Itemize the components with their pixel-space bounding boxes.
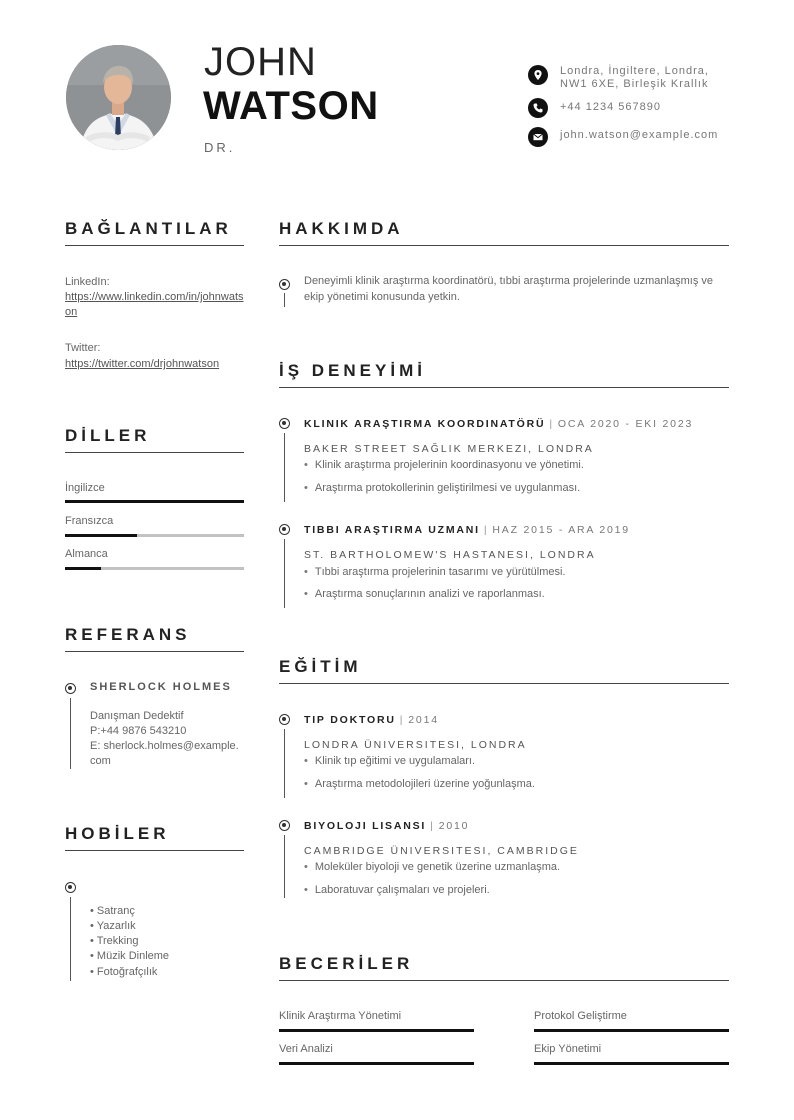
- location-pin-icon: [528, 65, 548, 85]
- hobby-item: • Satranç: [90, 905, 135, 917]
- skill-level-bar: [534, 1029, 729, 1032]
- contact-email: [528, 127, 730, 147]
- hobbies-heading: HOBİLER: [65, 824, 244, 851]
- contact-phone: [528, 98, 730, 118]
- timeline-line: [70, 897, 71, 981]
- job-dates: HAZ 2015 - ARA 2019: [492, 524, 630, 536]
- job-role: TIBBI ARAŞTIRMA UZMANI: [304, 524, 480, 536]
- references-heading: REFERANS: [65, 625, 244, 652]
- education-bullet: • Moleküler biyoloji ve genetik üzerine uzmanlaşma.: [304, 861, 560, 873]
- degree-year: 2010: [438, 820, 470, 832]
- language-level-bar: [65, 500, 244, 503]
- job-title: DR.: [204, 140, 236, 155]
- skills-heading: BECERİLER: [279, 954, 729, 981]
- profile-photo: [66, 45, 171, 150]
- twitter-label: Twitter:: [65, 342, 101, 354]
- job-header: KLINIK ARAŞTIRMA KOORDINATÖRÜ | OCA 2020 - EKI 2023: [304, 418, 694, 430]
- skill-name: Protokol Geliştirme: [534, 1010, 627, 1022]
- timeline-line: [284, 835, 285, 898]
- envelope-icon: [528, 127, 548, 147]
- timeline-dot-icon: [65, 683, 76, 694]
- about-heading: HAKKIMDA: [279, 219, 729, 246]
- avatar: [66, 45, 171, 150]
- degree-name: BIYOLOJI LISANSI: [304, 820, 427, 832]
- skill-name: Veri Analizi: [279, 1043, 333, 1055]
- hobby-item: • Fotoğrafçılık: [90, 966, 158, 978]
- timeline-dot-icon: [279, 418, 290, 429]
- degree-name: TIP DOKTORU: [304, 714, 396, 726]
- links-heading: BAĞLANTILAR: [65, 219, 244, 246]
- experience-heading: İŞ DENEYİMİ: [279, 361, 729, 388]
- about-text: Deneyimli klinik araştırma koordinatörü, tıbbi araştırma projelerinde uzmanlaşmış ve ekip yönetimi konusunda yetkin.: [304, 275, 713, 303]
- language-level-bar: [65, 567, 244, 570]
- skill-name: Klinik Araştırma Yönetimi: [279, 1010, 402, 1022]
- timeline-dot-icon: [279, 820, 290, 831]
- job-organization: ST. BARTHOLOMEW'S HASTANESI, LONDRA: [304, 549, 596, 561]
- timeline-dot-icon: [279, 714, 290, 725]
- hobby-item: • Trekking: [90, 935, 139, 947]
- reference-role: Danışman Dedektif: [90, 710, 184, 722]
- language-name: Fransızca: [65, 515, 114, 527]
- linkedin-link[interactable]: https://www.linkedin.com/in/johnwatson: [65, 291, 244, 318]
- education-header: TIP DOKTORU | 2014: [304, 714, 439, 726]
- job-dates: OCA 2020 - EKI 2023: [557, 418, 694, 430]
- first-name: JOHN: [204, 40, 317, 84]
- timeline-line: [70, 698, 71, 769]
- education-bullet: • Klinik tıp eğitimi ve uygulamaları.: [304, 755, 475, 767]
- language-name: Almanca: [65, 548, 108, 560]
- job-bullet: • Klinik araştırma projelerinin koordinasyonu ve yönetimi.: [304, 459, 584, 471]
- languages-heading: DİLLER: [65, 426, 244, 453]
- school-name: CAMBRIDGE ÜNIVERSITESI, CAMBRIDGE: [304, 845, 579, 857]
- job-bullet: • Tıbbi araştırma projelerinin tasarımı ve yürütülmesi.: [304, 566, 566, 578]
- job-role: KLINIK ARAŞTIRMA KOORDINATÖRÜ: [304, 418, 546, 430]
- language-level-bar: [65, 534, 244, 537]
- reference-phone: P:+44 9876 543210: [90, 725, 187, 737]
- education-heading: EĞİTİM: [279, 657, 729, 684]
- language-name: İngilizce: [65, 482, 105, 494]
- skill-name: Ekip Yönetimi: [534, 1043, 602, 1055]
- education-bullet: • Laboratuvar çalışmaları ve projeleri.: [304, 884, 490, 896]
- job-bullet: • Araştırma sonuçlarının analizi ve raporlanması.: [304, 588, 545, 600]
- job-header: TIBBI ARAŞTIRMA UZMANI | HAZ 2015 - ARA 2019: [304, 524, 630, 536]
- timeline-line: [284, 293, 285, 307]
- job-organization: BAKER STREET SAĞLIK MERKEZI, LONDRA: [304, 443, 594, 455]
- hobby-item: • Müzik Dinleme: [90, 950, 170, 962]
- linkedin-label: LinkedIn:: [65, 276, 110, 288]
- reference-name: SHERLOCK HOLMES: [90, 681, 232, 693]
- phone-icon: [528, 98, 548, 118]
- contact-address: [528, 65, 730, 91]
- last-name: WATSON: [203, 84, 379, 128]
- timeline-line: [284, 433, 285, 502]
- timeline-dot-icon: [65, 882, 76, 893]
- education-bullet: • Araştırma metodolojileri üzerine yoğunlaşma.: [304, 778, 535, 790]
- skill-level-bar: [279, 1062, 474, 1065]
- school-name: LONDRA ÜNIVERSITESI, LONDRA: [304, 739, 527, 751]
- hobby-item: • Yazarlık: [90, 920, 136, 932]
- email-text[interactable]: john.watson@example.com: [560, 129, 719, 141]
- skill-level-bar: [534, 1062, 729, 1065]
- timeline-line: [284, 729, 285, 798]
- skill-level-bar: [279, 1029, 474, 1032]
- address-text: Londra, İngiltere, Londra, NW1 6XE, Birleşik Krallık: [560, 65, 709, 90]
- timeline-line: [284, 539, 285, 608]
- degree-year: 2014: [408, 714, 439, 726]
- education-header: BIYOLOJI LISANSI | 2010: [304, 820, 470, 832]
- reference-email: E: sherlock.holmes@example.com: [90, 740, 239, 767]
- timeline-dot-icon: [279, 524, 290, 535]
- twitter-link[interactable]: https://twitter.com/drjohnwatson: [65, 358, 220, 370]
- timeline-dot-icon: [279, 279, 290, 290]
- job-bullet: • Araştırma protokollerinin geliştirilmesi ve uygulanması.: [304, 482, 580, 494]
- phone-text: +44 1234 567890: [560, 101, 661, 113]
